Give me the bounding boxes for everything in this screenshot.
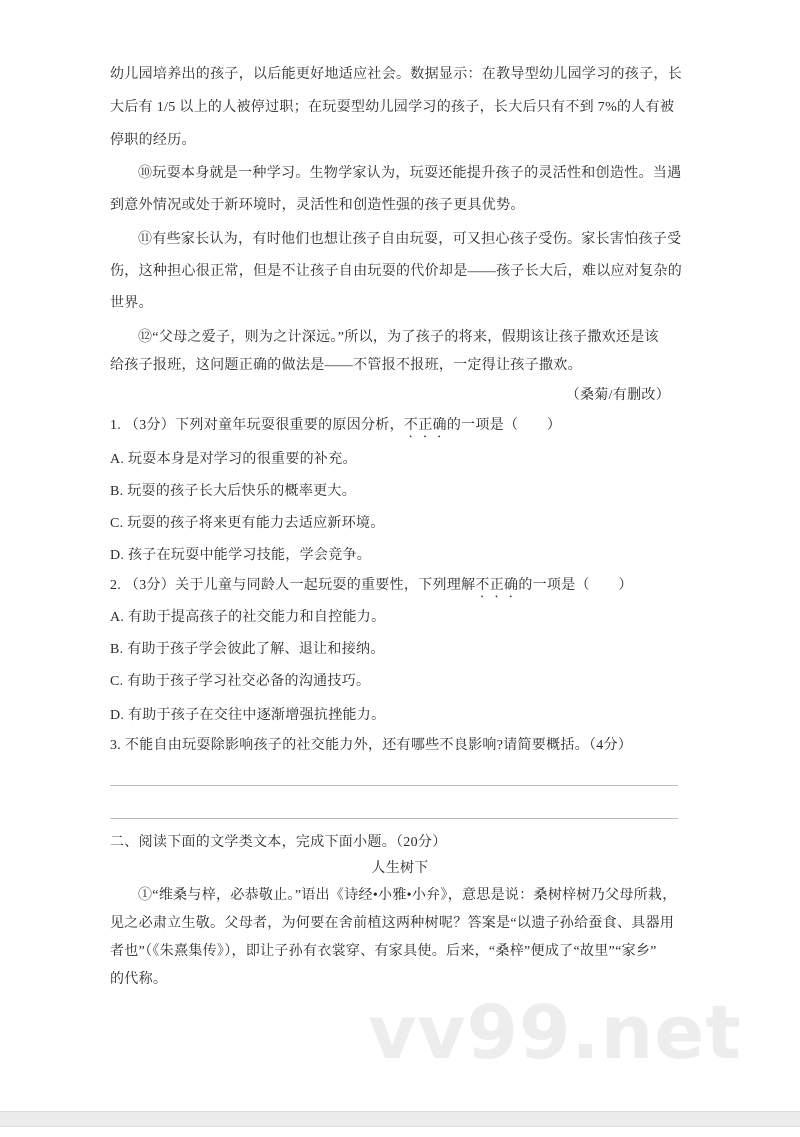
question-stem [110,577,633,601]
text-line: 世界。 [110,296,153,311]
stem-text: 的一项是（ ） [446,418,562,433]
paragraph-11: ⑪有些家长认为，有时他们也想让孩子自由玩耍，可又担心孩子受伤。家长害怕孩子受 [138,232,682,247]
option-c: C. 玩耍的孩子将来更有能力去适应新环境。 [110,516,385,531]
text-line: 伤，这种担心很正常，但是不让孩子自由玩耍的代价却是——孩子长大后，难以应对复杂的 [110,264,682,279]
option-d: D. 孩子在玩耍中能学习技能，学会竞争。 [110,548,372,563]
source-attribution: （桑菊/有删改） [565,388,670,403]
option-a: A. 玩耍本身是对学习的很重要的补充。 [110,452,357,467]
text-line: 大后有 1/5 以上的人被停过职；在玩耍型幼儿园学习的孩子，长大后只有不到 7%的人有被 [110,100,675,115]
text-line: 给孩子报班，这问题正确的做法是——不管报不报班，一定得让孩子撒欢。 [110,358,582,373]
paragraph-12: ⑫“父母之爱子，则为之计深远。”所以，为了孩子的将来，假期该让孩子撒欢还是该 [138,330,659,345]
option-c: C. 有助于孩子学习社交必备的沟通技巧。 [110,674,371,689]
paragraph-1: ①“维桑与梓，必恭敬止。”语出《诗经•小雅•小弁》，意思是说：桑树梓树乃父母所栽， [138,888,677,903]
answer-line [110,785,678,786]
option-a: A. 有助于提高孩子的社交能力和自控能力。 [110,610,386,625]
option-b: B. 有助于孩子学会彼此了解、退让和接纳。 [110,642,385,657]
text-line: 幼儿园培养出的孩子，以后能更好地适应社会。数据显示：在教导型幼儿园学习的孩子，长 [110,67,682,82]
stem-text: 的一项是（ ） [518,578,633,593]
emphasized-text: 不正确 [475,578,519,593]
text-line: 停职的经历。 [110,133,196,148]
answer-line [110,818,678,819]
stem-text: 1. （3分）下列对童年玩耍很重要的原因分析， [110,418,404,433]
paragraph-10: ⑩玩耍本身就是一种学习。生物学家认为，玩耍还能提升孩子的灵活性和创造性。当遇 [138,166,682,181]
emphasized-text: 不正确 [403,418,447,433]
question-stem: 3. 不能自由玩耍除影响孩子的社交能力外，还有哪些不良影响?请简要概括。（4分） [110,738,633,753]
watermark: vv99.net [368,990,742,1076]
question-stem [110,417,561,441]
stem-text: 2. （3分）关于儿童与同龄人一起玩耍的重要性，下列理解 [110,578,476,593]
article-title: 人生树下 [371,861,429,876]
text-line: 的代称。 [110,972,168,987]
option-b: B. 玩耍的孩子长大后快乐的概率更大。 [110,484,357,499]
text-line: 到意外情况或处于新环境时，灵活性和创造性强的孩子更具优势。 [110,198,525,213]
option-d: D. 有助于孩子在交往中逐渐增强抗挫能力。 [110,708,386,723]
text-line: 者也”（《朱熹集传》），即让子孙有衣裳穿、有家具使。后来，“桑梓”便成了“故里”“家乡” [110,944,657,959]
section-heading: 二、阅读下面的文学类文本，完成下面小题。（20分） [110,835,447,850]
text-line: 见之必肃立生敬。父母者，为何要在舍前植这两种树呢？答案是“以遗子孙给蚕食、具器用 [110,916,675,931]
page-separator [0,1111,800,1127]
